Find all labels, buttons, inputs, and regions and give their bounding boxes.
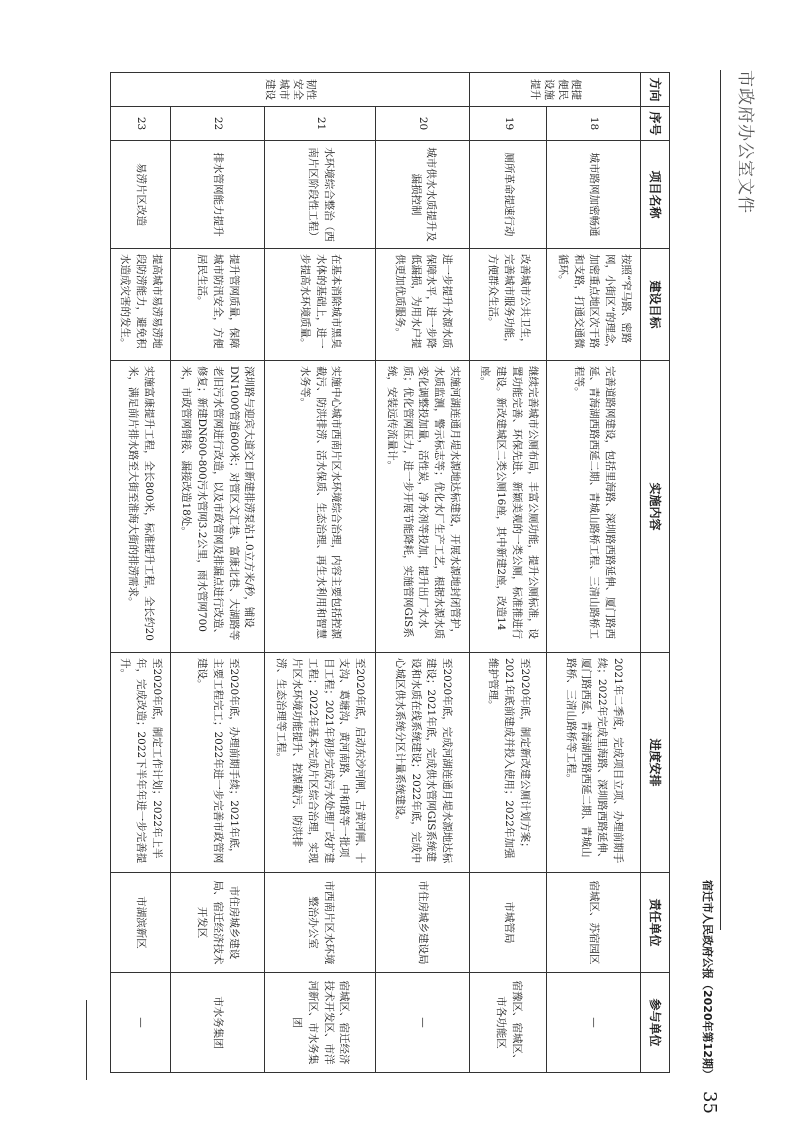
progress-cell: 至2020年底，完成河湖连通月堤水源地达标建设；2021年底，完成供水管网GIS系统建设和水质在线系统建设；2022年底，完成中心城区供水系统分区计量系统建设。 — [376, 653, 470, 873]
content-cell: 实施中心城市西南片区水环境综合治理，内容主要包括控源截污、防洪排涝、活水保质、生态治理、再生水利用和智慧水务等。 — [264, 361, 375, 653]
project-plan-table — [110, 72, 670, 1073]
header-divider — [720, 70, 721, 930]
content-cell: 继续完善城市公厕布局，丰富公厕功能，提升公厕标准，设置功能完善、环保先进、新颖美观的一类公厕，标准推进行建设。新改建城区二类公厕16座，其中新建2座，改造14座。 — [470, 361, 547, 653]
responsible-cell: 市住房城乡建设局、宿迁经济技术开发区 — [170, 873, 264, 973]
seq-cell: 23 — [111, 107, 171, 141]
running-footer — [698, 880, 720, 1120]
seq-cell: 21 — [264, 107, 375, 141]
participants-cell: — — [111, 973, 171, 1073]
progress-cell: 至2020年底，制定工作计划；2022年上半年，完成改造；2022下半年年进一步完善提升。 — [111, 653, 171, 873]
participants-cell: — — [546, 973, 640, 1073]
table-row — [264, 73, 375, 1073]
participants-cell: — — [376, 973, 470, 1073]
seq-cell: 20 — [376, 107, 470, 141]
name-cell: 排水管网能力提升 — [170, 141, 264, 249]
goal-cell: 进一步提升水源水质保障水平，进一步降低漏损，为用水户提供更加优质服务。 — [376, 249, 470, 361]
name-cell: 城市供水水质提升及漏损控制 — [376, 141, 470, 249]
col-header-participants: 参与单位 — [641, 973, 670, 1073]
name-cell: 厕所革命提速行动 — [470, 141, 547, 249]
table-row — [376, 73, 470, 1073]
goal-cell: 改善城市公共卫生，完善城市服务功能，方便群众生活。 — [470, 249, 547, 361]
col-header-name: 项目名称 — [641, 141, 670, 249]
name-cell: 城市路网加密畅通 — [546, 141, 640, 249]
progress-cell: 2021年二季度，完成项目立项、办理前期手续；2022年完成里海路、深圳路西路延伸、厦门路西延、青海湖西路西延二期、青城山路桥、三清山路桥等工程。 — [546, 653, 640, 873]
progress-cell: 至2020年底，启动东沙河闸、古黄河闸、十支沟、葛塘沟、黄河南路、中和路等一批项目工程；2021年初步完成污水处理厂改扩建工程；2022年基本完成片区综合治理，实现片区水环境功能提升、控源截污、防洪排涝、生态治理等工程。 — [264, 653, 375, 873]
participants-cell: 市水务集团 — [170, 973, 264, 1073]
col-header-content: 实施内容 — [641, 361, 670, 653]
table-row — [170, 73, 264, 1073]
responsible-cell: 市城管局 — [470, 873, 547, 973]
name-cell: 水环境综合整治（西南片区阶段性工程） — [264, 141, 375, 249]
publication-name: 宿迁市人民政府公报（2020年第12期） — [701, 880, 714, 1080]
margin-divider — [86, 1000, 87, 1080]
goal-cell: 在基本消除城市黑臭水体的基础上，进一步提高水环境质量。 — [264, 249, 375, 361]
direction-cell: 韧性安全城市建设 — [111, 73, 470, 107]
responsible-cell: 市西南片区水环境整治办公室 — [264, 873, 375, 973]
header-title: 市政府办公室文件 — [735, 70, 755, 214]
table-header-row — [641, 73, 670, 1073]
table-row — [546, 73, 640, 1073]
seq-cell: 19 — [470, 107, 547, 141]
content-cell: 深圳路与迎宾大道交口新建排涝泵站1.0立方米/秒，铺设DN1000管道600米；对管区文汇巷、富康北巷、大湖路等老旧污水管网进行改造，以及市政管网及排漏点进行改造、修复；新建DN600-800污水管网3.2公里，雨水管网700米，市政管网错接、漏接改造18处。 — [170, 361, 264, 653]
seq-cell: 22 — [170, 107, 264, 141]
name-cell: 易涝片区改造 — [111, 141, 171, 249]
content-cell: 实施富康提升工程，全长800米，标准提升工程，全长约20米，满足前片排水路至大街至淮海大街的排涝需求。 — [111, 361, 171, 653]
responsible-cell: 宿城区、苏宿园区 — [546, 873, 640, 973]
col-header-direction: 方向 — [641, 73, 670, 107]
col-header-seq: 序号 — [641, 107, 670, 141]
page-number: 35 — [699, 1091, 720, 1114]
content-cell: 实施河湖连通月堤水源地达标建设，开展水源地封闭管护，水质监测，警示标志等；优化水厂生产工艺，根据水源水质变化调整投加量，活性炭，净水剂等投加，提升出厂水水质；优化管网压力，进一步开展节能降耗，实施管网GIS系统，安装远传流量计。 — [376, 361, 470, 653]
running-header — [736, 70, 760, 270]
table-row — [470, 73, 547, 1073]
responsible-cell: 市住房城乡建设局 — [376, 873, 470, 973]
col-header-progress: 进度安排 — [641, 653, 670, 873]
progress-cell: 至2020年底，制定新改建公厕计划方案；2021年底前建成并投入使用；2022年加强维护管理。 — [470, 653, 547, 873]
seq-cell: 18 — [546, 107, 640, 141]
goal-cell: 按照“窄马路、密路网，小街区”的理念，加密重点地区次干路和支路，打通交通微循环。 — [546, 249, 640, 361]
goal-cell: 提高城市易涝易涝地段防涝能力，避免积水造成灾害的发生。 — [111, 249, 171, 361]
participants-cell: 宿豫区、宿城区、市各功能区 — [470, 973, 547, 1073]
responsible-cell: 市湖滨新区 — [111, 873, 171, 973]
col-header-responsible: 责任单位 — [641, 873, 670, 973]
content-cell: 完善道路网建设，包括里海路、深圳路西路延伸、厦门路西延、青海湖西路西延二期、青城山路桥工程、三清山路桥工程等。 — [546, 361, 640, 653]
participants-cell: 宿城区、宿迁经济技术开发区、市洋河新区、市水务集团 — [264, 973, 375, 1073]
rotated-table-wrapper — [110, 72, 670, 1072]
col-header-goal: 建设目标 — [641, 249, 670, 361]
goal-cell: 提升管网质量，保障城市防汛安全，方便居民生活。 — [170, 249, 264, 361]
direction-cell: 便捷便民设施提升 — [470, 73, 641, 107]
table-row — [111, 73, 171, 1073]
progress-cell: 至2020年底，办理前期手续；2021年底，主要工程完工；2022年进一步完善市政管网建设。 — [170, 653, 264, 873]
